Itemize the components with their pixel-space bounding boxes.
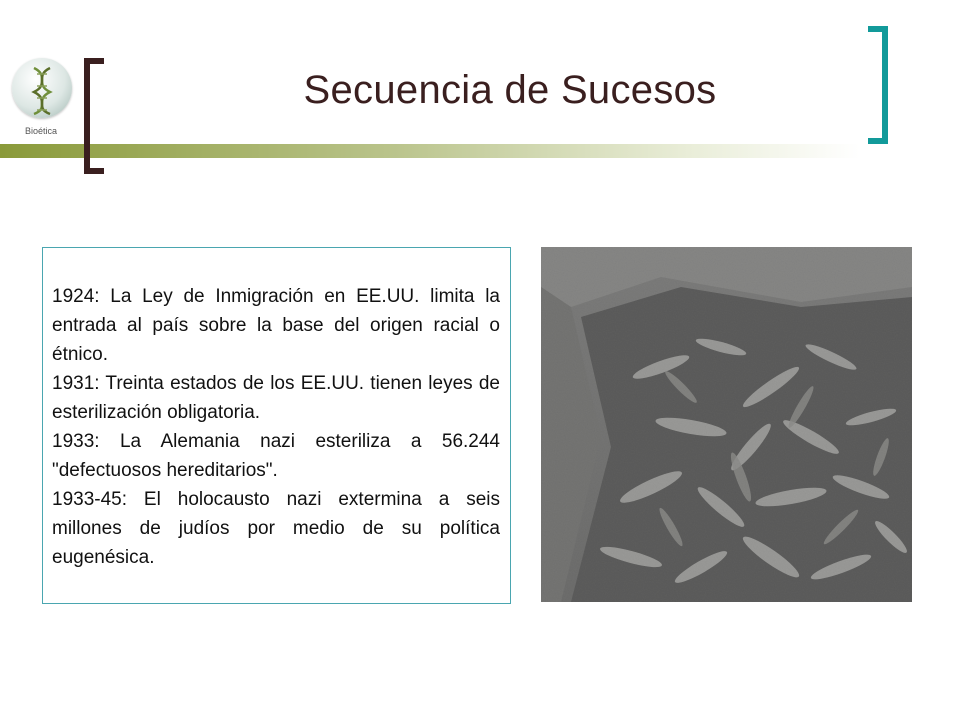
bioetica-logo <box>8 56 74 146</box>
event-item: 1924: La Ley de Inmigración en EE.UU. limita la entrada al país sobre la base del origen racial o étnico. <box>52 286 500 365</box>
logo-label: Bioética <box>24 126 58 136</box>
events-text-box <box>42 247 511 604</box>
event-item: 1933-45: El holocausto nazi extermina a seis millones de judíos por medio de su política eugenésica. <box>52 489 500 568</box>
header-divider <box>0 144 860 158</box>
dna-helix-icon <box>12 58 72 118</box>
left-bracket-decoration <box>84 58 104 174</box>
slide-title: Secuencia de Sucesos <box>303 68 717 112</box>
event-item: 1931: Treinta estados de los EE.UU. tienen leyes de esterilización obligatoria. <box>52 373 500 423</box>
event-item: 1933: La Alemania nazi esteriliza a 56.244 "defectuosos hereditarios". <box>52 431 500 481</box>
right-bracket-decoration <box>868 26 888 144</box>
historical-photo <box>541 247 912 602</box>
